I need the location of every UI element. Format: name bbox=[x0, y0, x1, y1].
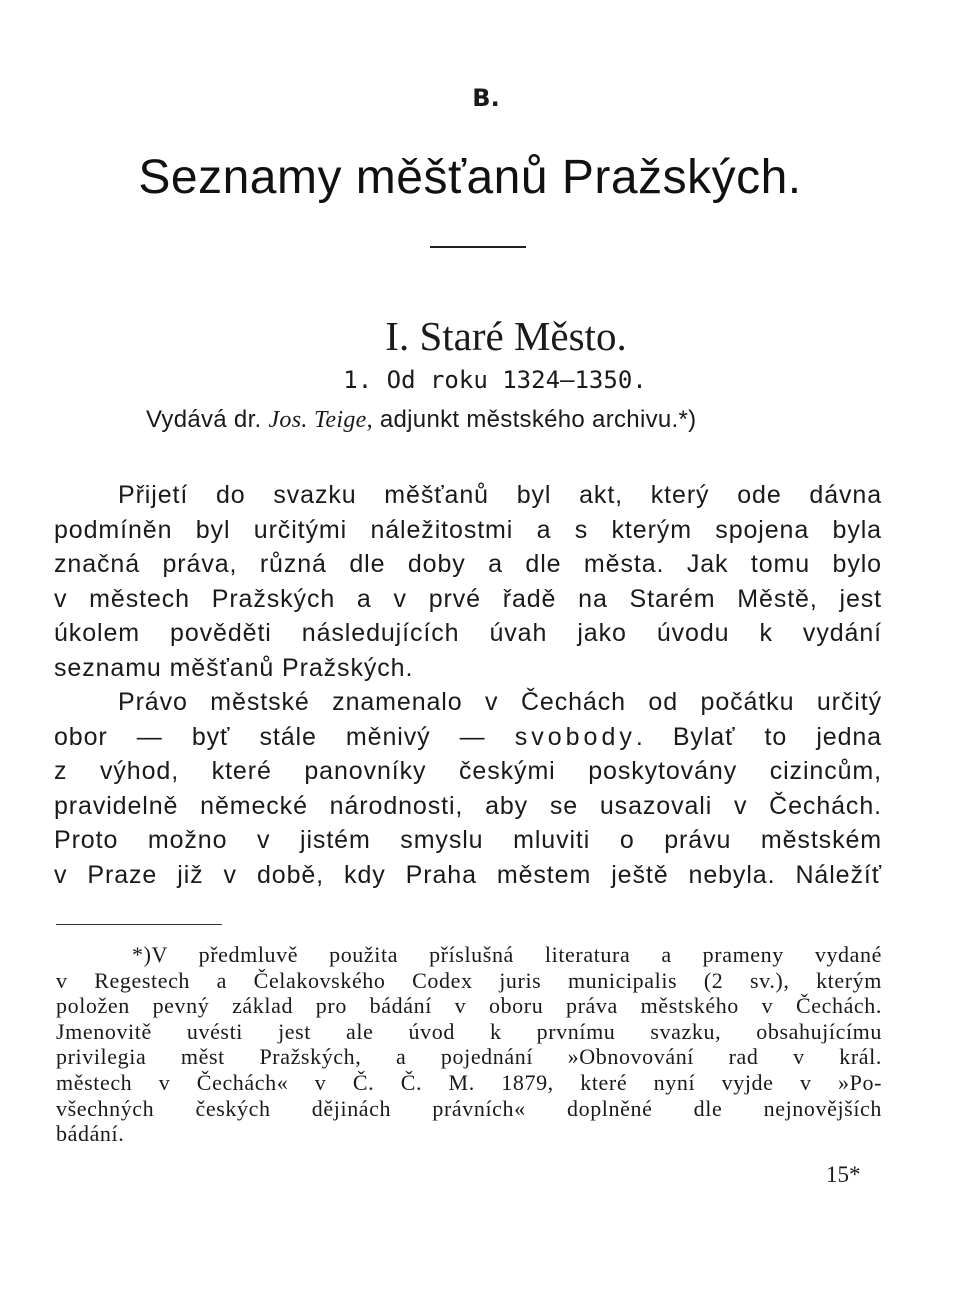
body-line: v Praze již v době, kdy Praha městem ještě nebyla. Náležíť bbox=[54, 860, 882, 889]
footnote-line: všechných českých dějinách právních« doplněné dle nejnovějších bbox=[56, 1095, 882, 1121]
body-line-part: obor — byť stále měnivý — bbox=[54, 722, 515, 751]
period-heading: 1. Od roku 1324—1350. bbox=[343, 366, 647, 394]
body-line: z výhod, které panovníky českými poskytovány cizincům, bbox=[54, 757, 882, 785]
footnote-line: položen pevný základ pro bádání v oboru práva městského v Čechách. bbox=[56, 993, 882, 1019]
body-line: značná práva, různá dle doby a dle města. Jak tomu bylo bbox=[54, 550, 882, 578]
body-line: Proto možno v jistém smyslu mluviti o právu městském bbox=[54, 826, 882, 854]
footnote-line: privilegia měst Pražských, a pojednání »Obnovování rad v král. bbox=[56, 1044, 882, 1070]
page-number: 15* bbox=[826, 1162, 861, 1187]
body-paragraphs bbox=[54, 478, 882, 892]
body-line: pravidelně německé národnosti, aby se usazovali v Čechách. bbox=[54, 791, 882, 820]
body-line-emphasis bbox=[54, 720, 882, 755]
section-letter: B. bbox=[472, 84, 500, 112]
chapter-subtitle: I. Staré Město. bbox=[385, 313, 627, 359]
editor-suffix: adjunkt městského archivu.*) bbox=[372, 406, 697, 433]
body-line: Přijetí do svazku měšťanů byl akt, který ode dávna bbox=[118, 481, 882, 509]
editor-prefix: Vydává dr. bbox=[146, 406, 269, 433]
footnote-line: městech v Čechách« v Č. Č. M. 1879, které nyní vyjde v »Po- bbox=[56, 1069, 882, 1095]
emphasized-word: svobody bbox=[514, 722, 636, 751]
footnote-line: Jmenovitě uvésti jest ale úvod k prvnímu svazku, obsahujícímu bbox=[56, 1018, 882, 1044]
editor-line bbox=[146, 406, 696, 434]
footnote bbox=[56, 942, 882, 1147]
editor-name: Jos. Teige, bbox=[268, 407, 373, 433]
body-line: podmíněn byl určitými náležitostmi a s kterým spojena byla bbox=[54, 515, 882, 544]
footnote-line: bádání. bbox=[56, 1121, 125, 1147]
footnote-line: *)V předmluvě použita příslušná literatura a prameny vydané bbox=[132, 942, 882, 967]
footnote-line: v Regestech a Čelakovského Codex juris municipalis (2 sv.), kterým bbox=[56, 967, 882, 993]
body-line: úkolem pověděti následujících úvah jako úvodu k vydání bbox=[54, 619, 882, 647]
page-title: Seznamy měšťanů Pražských. bbox=[138, 151, 802, 204]
footnote-divider bbox=[56, 924, 222, 925]
body-line-part: . Bylať to jedna bbox=[635, 722, 882, 751]
body-line: seznamu měšťanů Pražských. bbox=[54, 653, 414, 682]
title-divider bbox=[430, 246, 526, 248]
body-line: Právo městské znamenalo v Čechách od počátku určitý bbox=[118, 688, 882, 716]
body-line: v městech Pražských a v prvé řadě na Starém Městě, jest bbox=[54, 584, 882, 613]
